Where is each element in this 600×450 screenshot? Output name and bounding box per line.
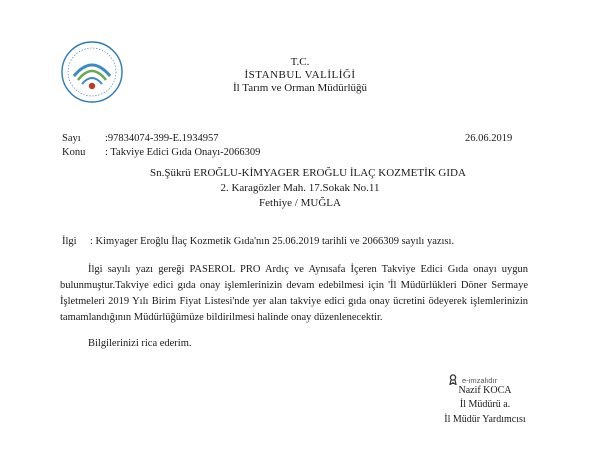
signer-name: Nazif KOCA bbox=[458, 385, 512, 396]
esign-text: e-imzalıdır bbox=[462, 376, 498, 385]
closing-line: Bilgilerinizi rica ederim. bbox=[88, 338, 192, 349]
ilgi-label: İlgi bbox=[62, 236, 77, 247]
document-date: 26.06.2019 bbox=[465, 133, 513, 144]
konu-value: : Takviye Edici Gıda Onayı-2066309 bbox=[105, 147, 261, 158]
esign-icon bbox=[448, 374, 458, 385]
signer-subtitle: İl Müdür Yardımcısı bbox=[444, 414, 526, 425]
ilgi-text: : Kimyager Eroğlu İlaç Kozmetik Gıda'nın 25.06.2019 tarihli ve 2066309 sayılı yazısı. bbox=[90, 236, 455, 247]
header-directorate: İl Tarım ve Orman Müdürlüğü bbox=[232, 82, 368, 94]
signer-title: İl Müdürü a. bbox=[459, 399, 511, 410]
recipient-city: Fethiye / MUĞLA bbox=[259, 197, 341, 209]
recipient-address: 2. Karagözler Mah. 17.Sokak No.11 bbox=[220, 182, 380, 194]
header-tc: T.C. bbox=[290, 56, 310, 68]
header-governorship: İSTANBUL VALİLİĞİ bbox=[244, 69, 356, 81]
ministry-seal-icon bbox=[60, 40, 124, 104]
sayi-value: :97834074-399-E.1934957 bbox=[105, 133, 219, 144]
sayi-label: Sayı bbox=[62, 133, 81, 144]
recipient-name: Sn.Şükrü EROĞLU-KİMYAGER EROĞLU İLAÇ KOZMETİK GIDA bbox=[150, 167, 466, 179]
body-paragraph: İlgi sayılı yazı gereği PASEROL PRO Ardıç ve Aynısafa İçeren Takviye Edici Gıda onayı uygun bulunmuştur.Takviye edici gıda onay işlemlerinizin devam edebilmesi için 'İl Müdürlükleri Döner Sermaye İşletmeleri 2019 Yılı Birim Fiyat Listesi'nde yer alan takviye edici gıda onay ücretini ödeyerek işlemlerinizin tamamlandığının Müdürlüğümüze bildirilmesi halinde onay düzenlenecektir. bbox=[60, 264, 528, 323]
konu-label: Konu bbox=[62, 147, 86, 158]
